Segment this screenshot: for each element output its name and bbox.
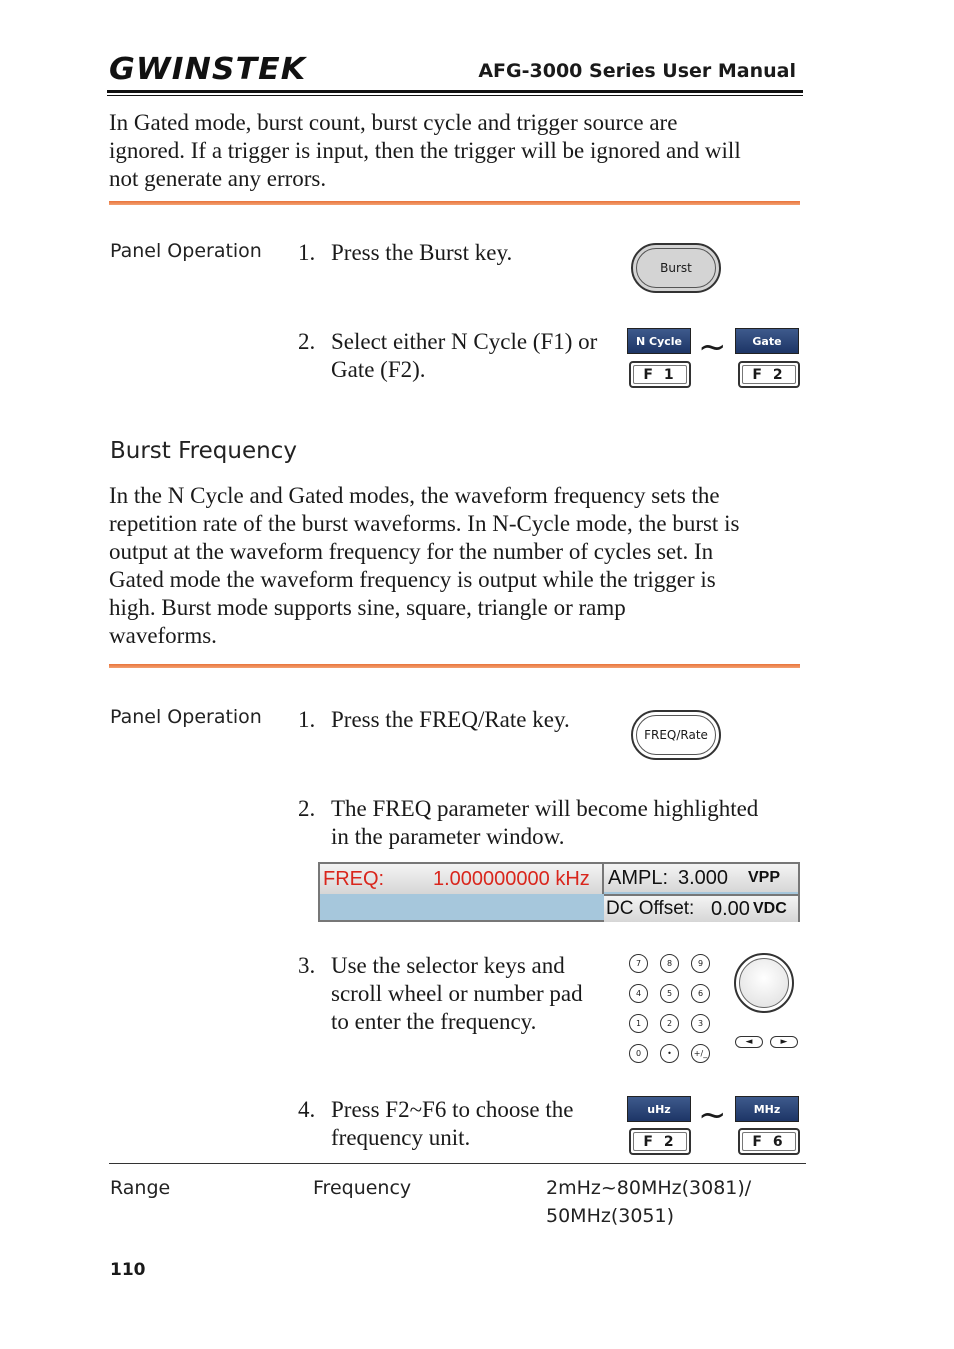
range-label: Range bbox=[110, 1177, 171, 1199]
section-heading: Burst Frequency bbox=[110, 438, 297, 464]
step-line: Press F2~F6 to choose the bbox=[331, 1097, 574, 1122]
panel-operation-label: Panel Operation bbox=[110, 706, 262, 728]
ampl-label: AMPL: bbox=[608, 866, 669, 889]
ampl-field bbox=[604, 864, 798, 892]
numpad-key-9[interactable]: 9 bbox=[691, 954, 710, 973]
numpad-key-4[interactable]: 4 bbox=[629, 984, 648, 1003]
intro-line: In Gated mode, burst count, burst cycle and trigger source are bbox=[109, 110, 678, 135]
frequency-label: Frequency bbox=[313, 1177, 412, 1199]
freq-rate-key-label: FREQ/Rate bbox=[644, 728, 708, 742]
tilde-separator: ~ bbox=[698, 327, 727, 367]
frequency-range-value bbox=[546, 1174, 751, 1230]
softkey-uhz[interactable]: uHz bbox=[627, 1096, 691, 1122]
section-divider bbox=[109, 201, 800, 205]
numpad-key-8[interactable]: 8 bbox=[660, 954, 679, 973]
ampl-unit: VPP bbox=[748, 869, 781, 886]
manual-title: AFG-3000 Series User Manual bbox=[478, 60, 796, 82]
f1-key[interactable]: F 1 bbox=[629, 361, 691, 388]
step-text bbox=[331, 1096, 573, 1152]
softkey-mhz[interactable]: MHz bbox=[735, 1096, 799, 1122]
burst-key[interactable] bbox=[631, 243, 721, 293]
table-rule bbox=[109, 1163, 806, 1164]
numpad-key-decimal[interactable]: • bbox=[660, 1044, 679, 1063]
numpad-key-5[interactable]: 5 bbox=[660, 984, 679, 1003]
para-line: In the N Cycle and Gated modes, the waveform frequency sets the bbox=[109, 483, 720, 508]
step-text bbox=[331, 706, 570, 734]
right-arrow-key[interactable]: ► bbox=[770, 1036, 798, 1048]
gwinstek-logo: GWINSTEK bbox=[109, 52, 307, 87]
f2-key[interactable]: F 2 bbox=[738, 361, 800, 388]
numpad-key-2[interactable]: 2 bbox=[660, 1014, 679, 1033]
numpad-key-3[interactable]: 3 bbox=[691, 1014, 710, 1033]
dc-offset-field bbox=[604, 894, 798, 922]
step-number: 2. bbox=[298, 796, 316, 821]
step-number: 2. bbox=[298, 329, 316, 354]
intro-paragraph bbox=[109, 109, 809, 193]
step-text bbox=[331, 239, 512, 267]
para-line: waveforms. bbox=[109, 623, 217, 648]
panel-operation-label: Panel Operation bbox=[110, 240, 262, 262]
scroll-wheel-face bbox=[739, 958, 789, 1008]
intro-line: not generate any errors. bbox=[109, 166, 327, 191]
para-line: high. Burst mode supports sine, square, triangle or ramp bbox=[109, 595, 626, 620]
para-line: output at the waveform frequency for the number of cycles set. In bbox=[109, 539, 714, 564]
step-line: in the parameter window. bbox=[331, 824, 565, 849]
dc-unit: VDC bbox=[753, 900, 787, 917]
step-text bbox=[331, 328, 597, 384]
step-text bbox=[331, 952, 583, 1036]
softkey-n-cycle[interactable]: N Cycle bbox=[627, 328, 691, 354]
range-line: 50MHz(3051) bbox=[546, 1205, 675, 1227]
softkey-gate[interactable]: Gate bbox=[735, 328, 799, 354]
step-number: 1. bbox=[298, 707, 316, 732]
intro-line: ignored. If a trigger is input, then the trigger will be ignored and will bbox=[109, 138, 741, 163]
step-line: Press the Burst key. bbox=[331, 240, 513, 265]
freq-field-highlighted bbox=[320, 864, 604, 894]
step-line: scroll wheel or number pad bbox=[331, 981, 583, 1006]
step-line: The FREQ parameter will become highlighted bbox=[331, 796, 759, 821]
step-line: frequency unit. bbox=[331, 1125, 471, 1150]
step-number: 4. bbox=[298, 1097, 316, 1122]
freq-label: FREQ: bbox=[323, 867, 385, 890]
step-line: to enter the frequency. bbox=[331, 1009, 537, 1034]
dc-label: DC Offset: bbox=[606, 898, 695, 919]
para-line: repetition rate of the burst waveforms. In N-Cycle mode, the burst is bbox=[109, 511, 740, 536]
range-line: 2mHz~80MHz(3081)/ bbox=[546, 1177, 752, 1199]
step-number: 3. bbox=[298, 953, 316, 978]
numpad-key-7[interactable]: 7 bbox=[629, 954, 648, 973]
burst-key-label: Burst bbox=[660, 261, 692, 275]
section-divider bbox=[109, 664, 800, 668]
numpad-key-plus-minus[interactable]: +/_ bbox=[691, 1044, 710, 1063]
ampl-value: 3.000 bbox=[678, 866, 729, 889]
numpad-key-6[interactable]: 6 bbox=[691, 984, 710, 1003]
step-line: Gate (F2). bbox=[331, 357, 426, 382]
burst-frequency-paragraph bbox=[109, 482, 809, 650]
left-arrow-key[interactable]: ◄ bbox=[735, 1036, 763, 1048]
freq-rate-key[interactable] bbox=[631, 710, 721, 760]
header-rule-thick bbox=[107, 90, 803, 93]
para-line: Gated mode the waveform frequency is output while the trigger is bbox=[109, 567, 716, 592]
tilde-separator: ~ bbox=[698, 1095, 727, 1135]
step-line: Select either N Cycle (F1) or bbox=[331, 329, 598, 354]
scroll-wheel[interactable] bbox=[734, 953, 794, 1013]
dc-value: 0.00 bbox=[711, 897, 750, 920]
step-line: Press the FREQ/Rate key. bbox=[331, 707, 570, 732]
f2-key[interactable]: F 2 bbox=[629, 1128, 691, 1155]
parameter-window bbox=[318, 862, 800, 922]
f6-key[interactable]: F 6 bbox=[738, 1128, 800, 1155]
header-rule-thin bbox=[107, 95, 803, 96]
step-text bbox=[331, 795, 758, 851]
step-number: 1. bbox=[298, 240, 316, 265]
numpad-key-1[interactable]: 1 bbox=[629, 1014, 648, 1033]
page-number: 110 bbox=[110, 1260, 146, 1280]
numpad-key-0[interactable]: 0 bbox=[629, 1044, 648, 1063]
step-line: Use the selector keys and bbox=[331, 953, 565, 978]
freq-value: 1.000000000 kHz bbox=[433, 867, 590, 890]
